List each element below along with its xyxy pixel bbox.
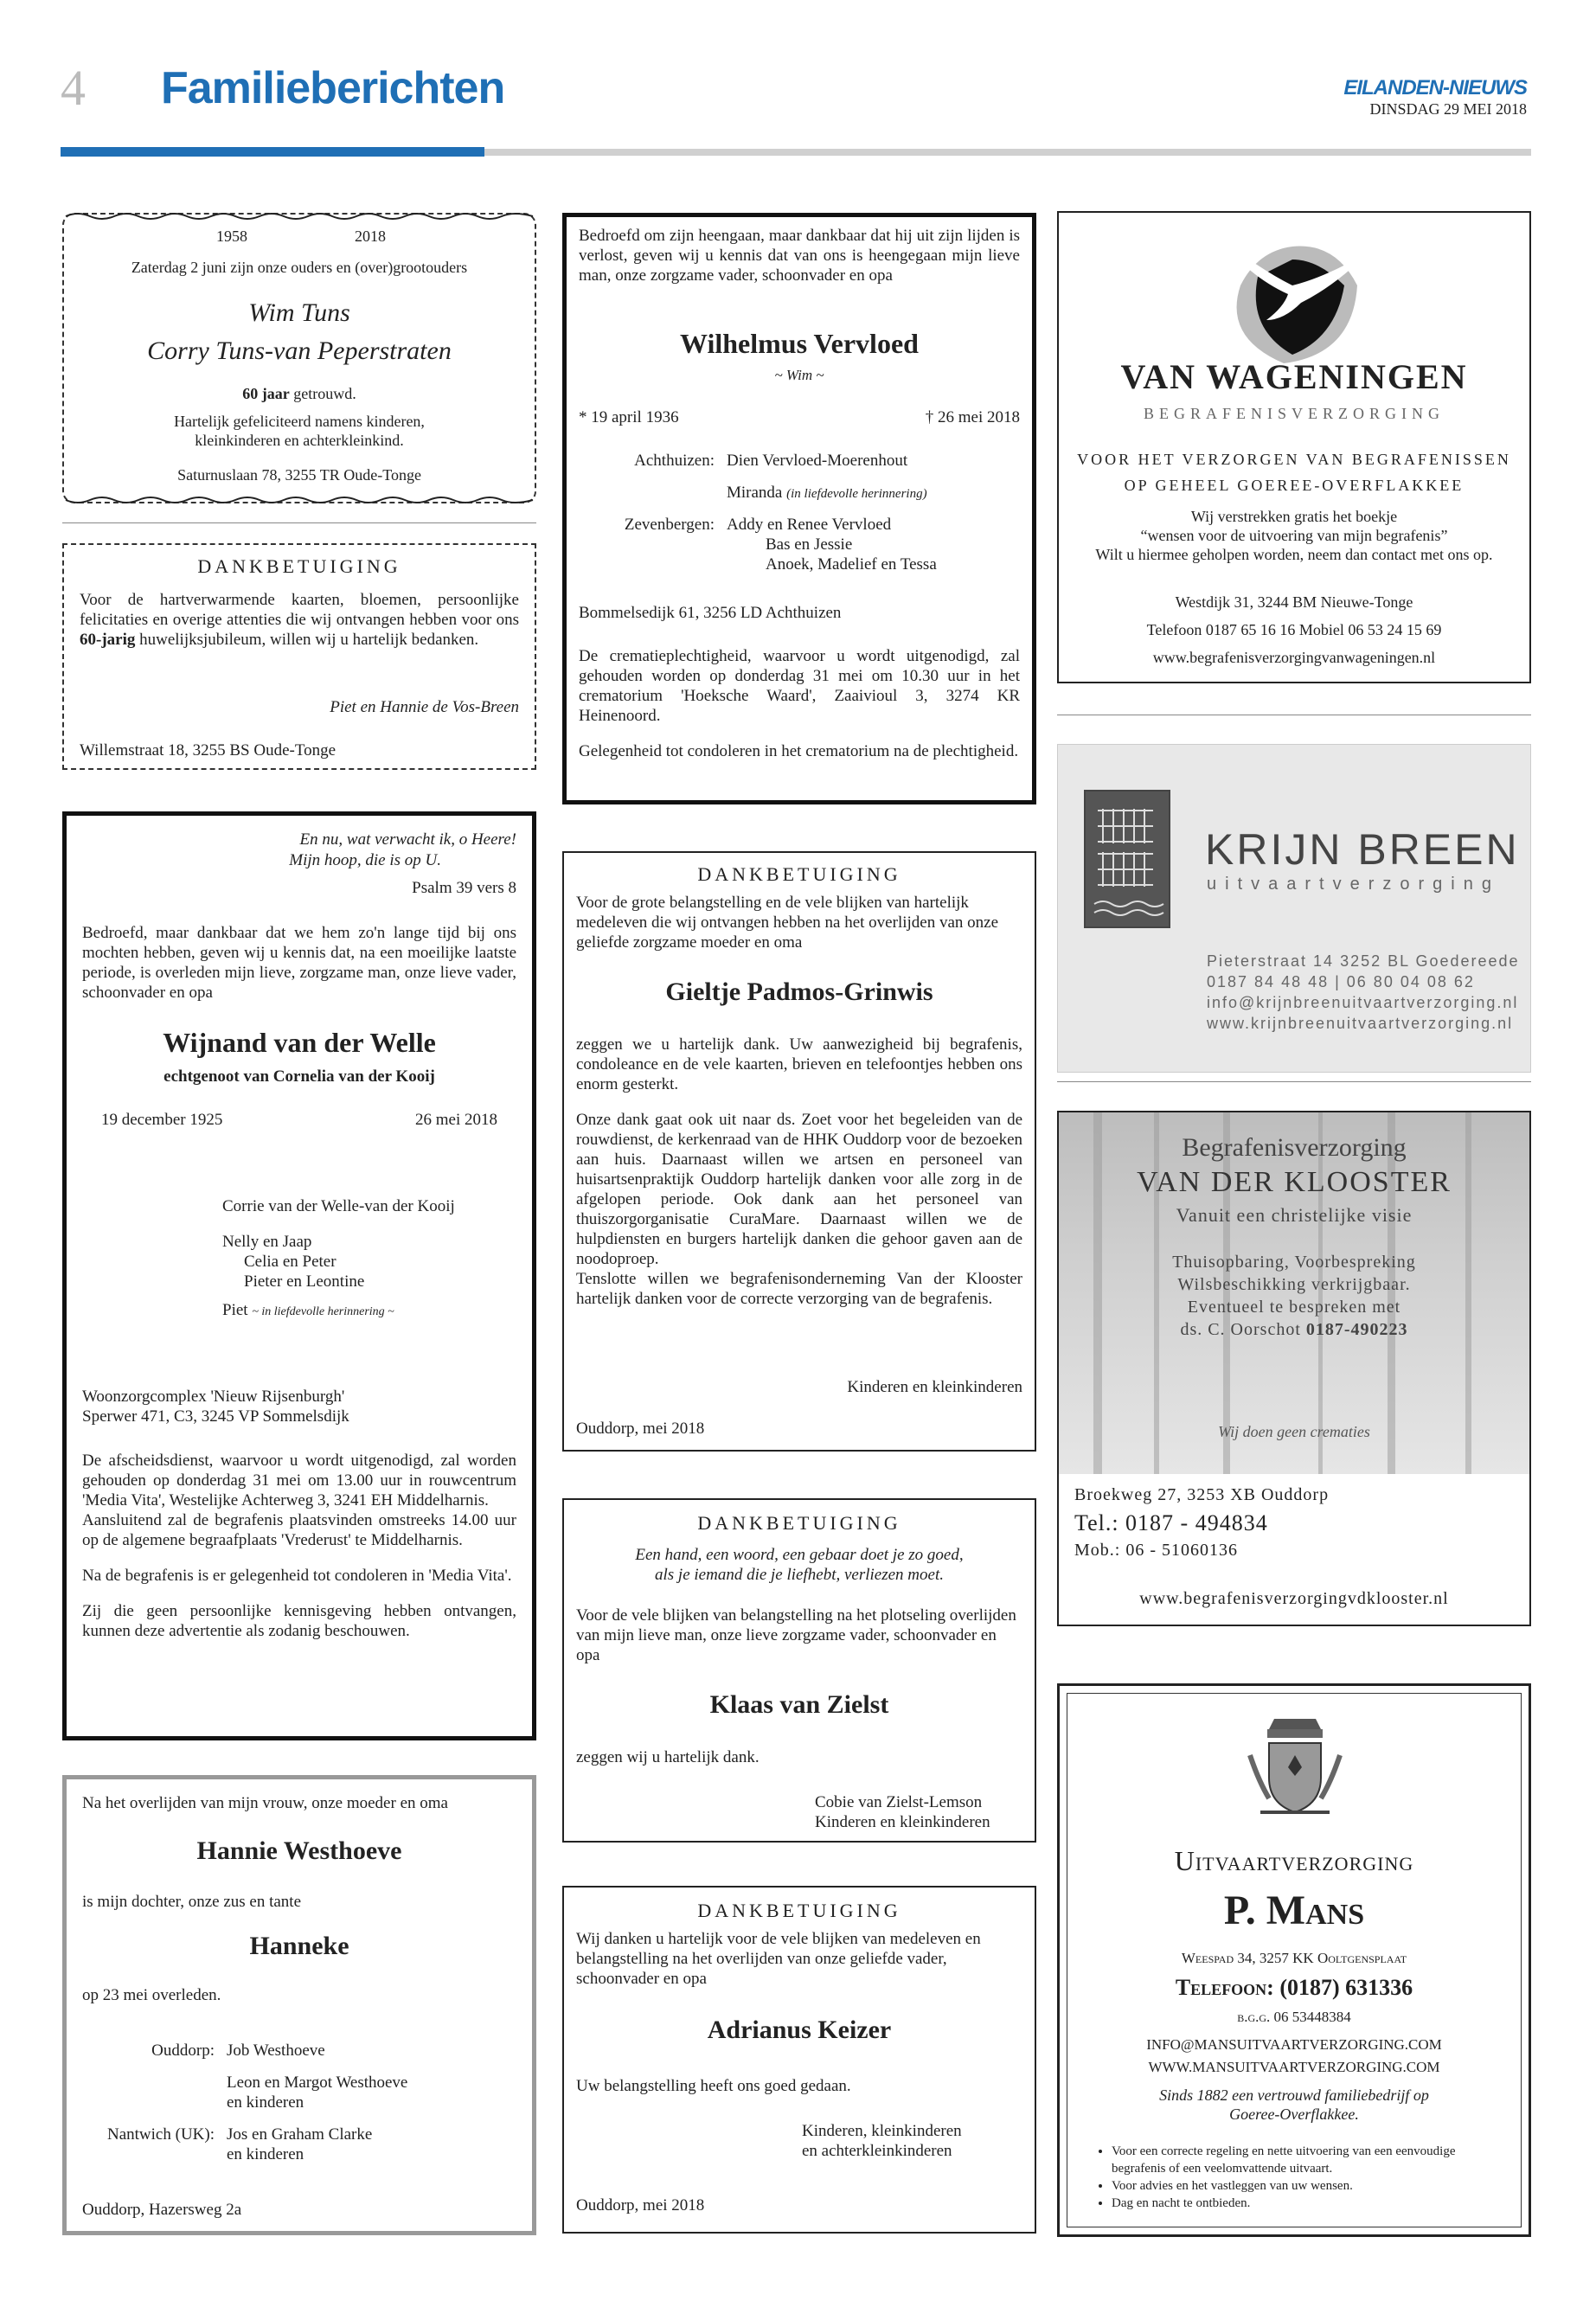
keizer-text: Uw belangstelling heeft ons goed gedaan.	[576, 2077, 851, 2095]
thanks-heading: DANKBETUIGING	[197, 555, 401, 577]
welle-intro: Bedroefd, maar dankbaar dat we hem zo'n lange tijd bij ons mochten hebben, geven wij u kennis dat, na een moeilijke laatste periode, is overleden mijn lieve, zorgzame man, onze lieve vader, schoonvader en opa	[82, 924, 516, 1002]
krijnbreen-sub: uitvaartverzorging	[1207, 875, 1500, 894]
welle-born: 19 december 1925	[101, 1111, 223, 1129]
service-text: De afscheidsdienst, waarvoor u wordt uitgenodigd, zal worden gehouden op donderdag 31 mei om 13.00 uur in rouwcentrum 'Media Vita', Westelijke Achterweg 3, 3241 EH Middelharnis.	[82, 1452, 516, 1509]
website: www.begrafenisverzorgingvanwageningen.nl	[1152, 649, 1436, 666]
email: INFO@MANSUITVAARTVERZORGING.COM	[1146, 2036, 1442, 2053]
keizer-signature	[802, 2121, 962, 2161]
thanks-heading: DANKBETUIGING	[697, 863, 901, 885]
telephone: Telefoon 0187 65 16 16 Mobiel 06 53 24 15 69	[1146, 621, 1442, 638]
westhoeve-address: Ouddorp, Hazersweg 2a	[82, 2201, 242, 2219]
padmos-name: Gieltje Padmos-Grinwis	[665, 977, 933, 1006]
mans-title: Uitvaartverzorging	[1174, 1845, 1414, 1876]
thanks-address: Willemstraat 18, 3255 BS Oude-Tonge	[80, 741, 337, 760]
divider	[1057, 1081, 1531, 1082]
bird-logo-icon	[1206, 225, 1379, 372]
vervloed-cremation	[579, 646, 1020, 761]
website: WWW.MANSUITVAARTVERZORGING.COM	[1148, 2059, 1440, 2075]
thanks-heading: DANKBETUIGING	[697, 1900, 901, 1921]
westhoeve-notice	[62, 1775, 536, 2235]
couple-names	[73, 294, 526, 370]
keizer-name: Adrianus Keizer	[707, 2016, 892, 2044]
westhoeve-intro: Na het overlijden van mijn vrouw, onze moeder en oma	[82, 1794, 448, 1812]
thanks-signature: Piet en Hannie de Vos-Breen	[330, 698, 519, 716]
family-5-note: ~ in liefdevolle herinnering ~	[252, 1305, 394, 1318]
burial-text: Aansluitend zal de begrafenis plaatsvinden omstreeks 14.00 uur op de algemene begraafplaats 'Vrederust' te Middelharnis.	[82, 1511, 516, 1549]
padmos-signature: Kinderen en kleinkinderen	[847, 1378, 1022, 1396]
padmos-p3: Tenslotte willen we begrafenisonderneming Van der Klooster hartelijk danken voor de correcte verzorging van de begrafenis.	[576, 1270, 1022, 1308]
address-line-2: Sperwer 471, C3, 3245 VP Sommelsdijk	[82, 1407, 349, 1426]
krijnbreen-contact	[1207, 951, 1520, 1034]
signature-2: en achterkleinkinderen	[802, 2142, 952, 2160]
family-addy: Addy en Renee Vervloed	[727, 516, 892, 534]
place-zevenbergen: Zevenbergen:	[624, 516, 715, 534]
zielst-signature	[815, 1792, 990, 1832]
klooster-address: Broekweg 27, 3253 XB Ouddorp	[1074, 1485, 1330, 1504]
section-title: Familieberichten	[161, 63, 505, 113]
thanks-text	[80, 590, 519, 650]
vervloed-name: Wilhelmus Vervloed	[680, 328, 919, 359]
address: Westdijk 31, 3244 BM Nieuwe-Tonge	[1175, 593, 1413, 611]
address-line-1: Woonzorgcomplex 'Nieuw Rijsenburgh'	[82, 1388, 345, 1406]
booklet-3: Wilt u hiermee geholpen worden, neem dan contact met ons op.	[1095, 546, 1493, 563]
years-count: 60 jaar	[242, 385, 290, 402]
keizer-thanks	[562, 1886, 1036, 2234]
signature-2: Kinderen en kleinkinderen	[815, 1813, 990, 1831]
welle-name: Wijnand van der Welle	[163, 1027, 436, 1058]
place-ouddorp: Ouddorp:	[151, 2041, 215, 2060]
family-job: Job Westhoeve	[227, 2041, 325, 2060]
klooster-telephone: Tel.: 0187 - 494834	[1074, 1510, 1268, 1535]
condolence-text: Na de begrafenis is er gelegenheid tot condoleren in 'Media Vita'.	[82, 1567, 512, 1585]
year-end: 2018	[355, 228, 386, 245]
quote-line-2: Mijn hoop, die is op U.	[289, 851, 441, 869]
minister-name: ds. C. Oorschot	[1180, 1320, 1306, 1339]
service-2: Wilsbeschikking verkrijgbaar.	[1177, 1275, 1411, 1294]
family-leon: Leon en Margot Westhoeve	[227, 2073, 408, 2092]
notice-text: Zij die geen persoonlijke kennisgeving hebben ontvangen, kunnen deze advertentie als zodanig beschouwen.	[82, 1602, 516, 1640]
family-leon-kids: en kinderen	[227, 2093, 304, 2112]
anniversary-address: Saturnuslaan 78, 3255 TR Oude-Tonge	[177, 466, 421, 484]
mans-bullets	[1112, 2143, 1477, 2212]
keizer-place: Ouddorp, mei 2018	[576, 2196, 705, 2214]
klooster-ad	[1057, 1111, 1531, 1626]
padmos-thanks	[562, 851, 1036, 1452]
keizer-intro: Wij danken u hartelijk voor de vele blijken van medeleven en belangstelling na het overlijden van onze geliefde vader, schoonvader en opa	[576, 1930, 981, 1988]
mans-bgg: b.g.g. 06 53448384	[1237, 2009, 1351, 2025]
welle-family	[222, 1196, 455, 1322]
header-rule-grey	[484, 149, 1531, 156]
email: info@krijnbreenuitvaartverzorging.nl	[1207, 994, 1519, 1011]
name-wim: Wim Tuns	[248, 298, 350, 327]
wageningen-name: VAN WAGENINGEN	[1120, 357, 1468, 396]
name-corry: Corry Tuns-van Peperstraten	[147, 336, 452, 365]
westhoeve-died: op 23 mei overleden.	[82, 1986, 221, 2004]
address: Pieterstraat 14 3252 BL Goedereede	[1207, 952, 1520, 970]
wageningen-tagline	[1059, 446, 1529, 498]
klooster-title-1: Begrafenisverzorging	[1182, 1133, 1407, 1162]
place-nantwich: Nantwich (UK):	[107, 2125, 215, 2144]
mans-contact	[1060, 2034, 1529, 2079]
welle-notice	[62, 811, 536, 1740]
krijnbreen-ad	[1057, 744, 1531, 1073]
divider	[62, 522, 536, 523]
miranda-note: (in liefdevolle herinnering)	[786, 487, 927, 501]
issue-date: DINSDAG 29 MEI 2018	[1369, 100, 1527, 118]
zielst-name: Klaas van Zielst	[709, 1690, 889, 1719]
family-jos-kids: en kinderen	[227, 2145, 304, 2163]
welle-died: 26 mei 2018	[415, 1111, 497, 1129]
family-jos: Jos en Graham Clarke	[227, 2125, 373, 2144]
klooster-no-cremation: Wij doen geen crematies	[1218, 1423, 1370, 1440]
thanks-text-c: huwelijksjubileum, willen wij u hartelijk bedanken.	[135, 631, 479, 649]
thanks-text-a: Voor de hartverwarmende kaarten, bloemen, persoonlijke felicitaties en overige attenties die wij ontvangen hebben voor ons	[80, 591, 519, 629]
website: www.krijnbreenuitvaartverzorging.nl	[1207, 1015, 1514, 1032]
family-anoek: Anoek, Madelief en Tessa	[766, 555, 937, 574]
cremation-text: De crematieplechtigheid, waarvoor u wordt uitgenodigd, zal gehouden worden op donderdag 31 mei om 10.30 uur in het crematorium 'Hoeksche Waard', Zaaivioul 3, 3274 KR Heinenoord.	[579, 647, 1020, 725]
bullet-1: • Voor een correcte regeling en nette uitvoering van een eenvoudige begrafenis of een veelomvattende uitvaart.	[1112, 2143, 1477, 2177]
vervloed-born: * 19 april 1936	[579, 408, 679, 426]
hanneke-name: Hanneke	[249, 1932, 349, 1960]
family-2: Nelly en Jaap	[222, 1233, 312, 1251]
newspaper-logo: EILANDEN-NIEUWS	[1343, 76, 1527, 99]
welle-spouse: echtgenoot van Cornelia van der Kooij	[163, 1067, 435, 1086]
family-4: Pieter en Leontine	[244, 1272, 365, 1291]
family-miranda	[727, 483, 927, 504]
wageningen-ad	[1057, 211, 1531, 683]
miranda-name: Miranda	[727, 484, 783, 502]
quote-line-2: als je iemand die je liefhebt, verliezen moet.	[655, 1566, 944, 1584]
family-1: Corrie van der Welle-van der Kooij	[222, 1197, 455, 1215]
klooster-mobile: Mob.: 06 - 51060136	[1074, 1541, 1238, 1560]
zielst-quote	[564, 1545, 1035, 1585]
place-achthuizen: Achthuizen:	[634, 452, 715, 470]
vos-thanks	[62, 543, 536, 770]
padmos-intro: Voor de grote belangstelling en de vele blijken van hartelijk medeleven die wij ontvangen hebben na het overlijden van onze geliefde zorgzame moeder en oma	[576, 894, 999, 952]
zielst-intro: Voor de vele blijken van belangstelling na het plotseling overlijden van mijn lieve man, onze lieve zorgzame vader, schoonvader en opa	[576, 1606, 1016, 1664]
years-text: getrouwd.	[289, 385, 356, 402]
welle-service	[82, 1451, 516, 1641]
service-3: Eventueel te bespreken met	[1187, 1298, 1401, 1317]
padmos-p1: zeggen we u hartelijk dank. Uw aanwezigheid bij begrafenis, condoleance en de vele kaarten, brieven en telefoontjes hebben ons enorm gesterkt.	[576, 1035, 1022, 1093]
anniversary-intro: Zaterdag 2 juni zijn onze ouders en (over)grootouders	[131, 259, 468, 276]
vervloed-died: † 26 mei 2018	[925, 408, 1020, 426]
family-3: Celia en Peter	[244, 1253, 337, 1271]
vervloed-address: Bommelsedijk 61, 3256 LD Achthuizen	[579, 604, 842, 622]
family-bas: Bas en Jessie	[766, 535, 853, 554]
family-5-name: Piet	[222, 1301, 248, 1319]
congratulations: Hartelijk gefeliciteerd namens kinderen, kleinkinderen en achterkleinkind.	[174, 413, 425, 449]
booklet-1: Wij verstrekken gratis het boekje	[1190, 508, 1398, 525]
zielst-thanks	[562, 1498, 1036, 1843]
krijnbreen-logo-icon	[1084, 790, 1170, 928]
padmos-body	[576, 1035, 1022, 1309]
bullet-3: • Dag en nacht te ontbieden.	[1112, 2195, 1477, 2212]
family-5	[222, 1300, 455, 1322]
wageningen-booklet	[1059, 507, 1529, 564]
vervloed-family	[567, 451, 1034, 574]
mans-telephone: Telefoon: (0187) 631336	[1175, 1975, 1413, 2000]
vervloed-intro: Bedroefd om zijn heengaan, maar dankbaar dat hij uit zijn lijden is verlost, geven wij u kennis dat van ons is heengegaan mijn lieve man, onze zorgzame vader, schoonvader en opa	[579, 227, 1020, 285]
westhoeve-family	[67, 2041, 534, 2164]
mans-address: Weespad 34, 3257 KK Ooltgensplaat	[1181, 1950, 1407, 1966]
mans-ad	[1057, 1683, 1531, 2237]
since-1: Sinds 1882 een vertrouwd familiebedrijf op	[1159, 2086, 1429, 2104]
padmos-place: Ouddorp, mei 2018	[576, 1420, 705, 1438]
tagline-2: OP GEHEEL GOEREE-OVERFLAKKEE	[1124, 477, 1465, 494]
thanks-text-b: 60-jarig	[80, 631, 136, 649]
wageningen-contact	[1059, 588, 1529, 671]
service-4	[1059, 1318, 1529, 1341]
vervloed-nickname: ~ Wim ~	[774, 367, 824, 383]
bullet-2: • Voor advies en het vastleggen van uw wensen.	[1112, 2177, 1477, 2195]
family-dien: Dien Vervloed-Moerenhout	[727, 452, 908, 470]
padmos-p2: Onze dank gaat ook uit naar ds. Zoet voor het begeleiden van de rouwdienst, de kerkenraad van de HHK Ouddorp voor de bezoeken aan huis. Daarnaast willen we artsen en personeel van huisartsenpraktijk Ouddorp hartelijk danken voor alle zorg in de afgelopen periode. Ook dank aan het personeel van thuiszorgorganisatie CuraMare. Daarnaast willen we de hulpdiensten en burgers hartelijk danken die gehoor gaven aan de noodoproep.	[576, 1111, 1022, 1268]
krijnbreen-name: KRIJN BREEN	[1205, 825, 1520, 874]
quote-line-1: En nu, wat verwacht ik, o Heere!	[299, 830, 516, 849]
thanks-heading: DANKBETUIGING	[697, 1512, 901, 1534]
mans-since	[1060, 2086, 1529, 2124]
year-start: 1958	[216, 228, 247, 245]
westhoeve-name: Hannie Westhoeve	[196, 1836, 402, 1865]
condolence-text: Gelegenheid tot condoleren in het crematorium na de plechtigheid.	[579, 742, 1019, 760]
klooster-title-3: Vanuit een christelijke visie	[1176, 1204, 1413, 1226]
signature-1: Cobie van Zielst-Lemson	[815, 1793, 983, 1811]
westhoeve-mid: is mijn dochter, onze zus en tante	[82, 1893, 302, 1911]
wageningen-sub: BEGRAFENISVERZORGING	[1143, 405, 1445, 422]
coat-of-arms-icon	[1243, 1712, 1347, 1824]
anniversary-notice	[62, 213, 536, 503]
header-rule-blue	[61, 147, 484, 157]
years-married	[73, 384, 526, 403]
since-2: Goeree-Overflakkee.	[1229, 2106, 1359, 2123]
mans-name: P. Mans	[1223, 1888, 1365, 1933]
klooster-website: www.begrafenisverzorgingvdklooster.nl	[1139, 1589, 1449, 1608]
booklet-2: “wensen voor de uitvoering van mijn begrafenis”	[1140, 527, 1448, 544]
zielst-thanks-text: zeggen wij u hartelijk dank.	[576, 1748, 760, 1766]
tagline-1: VOOR HET VERZORGEN VAN BEGRAFENISSEN	[1077, 451, 1511, 468]
page-number: 4	[61, 60, 86, 116]
klooster-title-2: VAN DER KLOOSTER	[1137, 1166, 1452, 1198]
welle-address	[82, 1387, 349, 1426]
quote-line-1: Een hand, een woord, een gebaar doet je zo goed,	[635, 1546, 964, 1564]
phones: 0187 84 48 48 | 06 80 04 08 62	[1207, 973, 1475, 990]
minister-phone: 0187-490223	[1305, 1320, 1408, 1339]
service-1: Thuisopbaring, Voorbespreking	[1172, 1253, 1416, 1272]
vervloed-notice	[562, 213, 1036, 804]
signature-1: Kinderen, kleinkinderen	[802, 2122, 962, 2140]
klooster-services	[1059, 1251, 1529, 1341]
psalm: Psalm 39 vers 8	[412, 879, 516, 897]
